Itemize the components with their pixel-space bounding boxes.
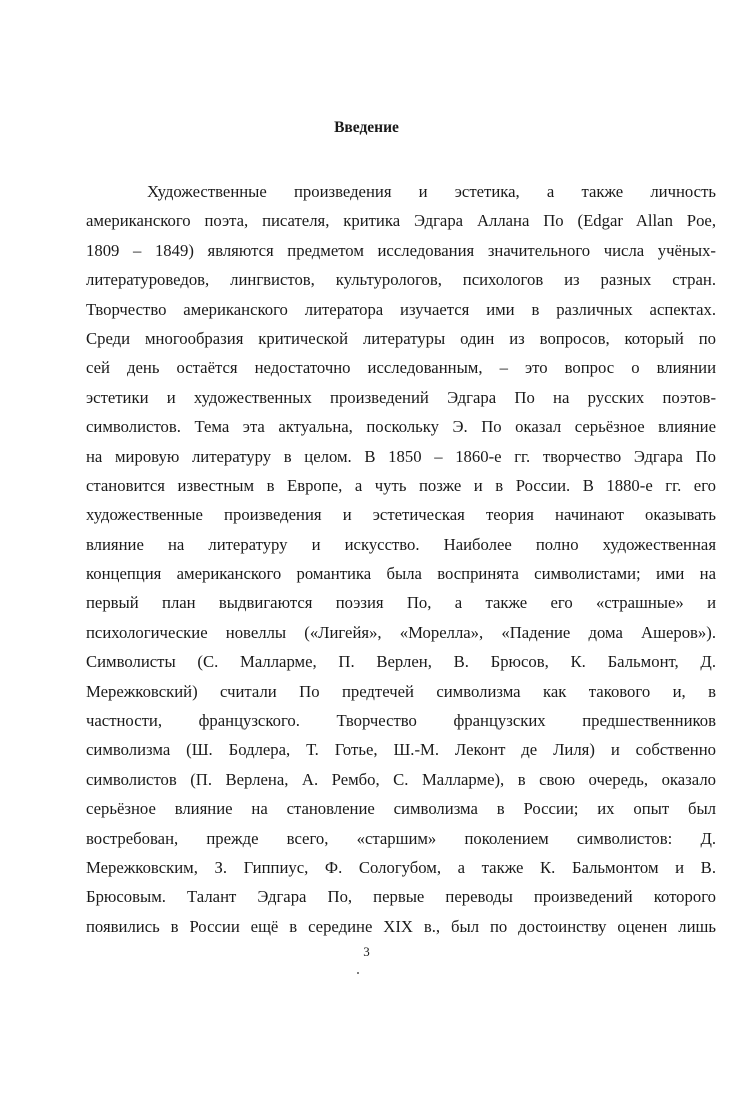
text-line: первый план выдвигаются поэзия По, а также его «страшные» и [86,593,716,613]
text-line: становится известным в Европе, а чуть позже и в России. В 1880-е гг. его [86,475,716,495]
text-line: Творчество американского литератора изучается ими в различных аспектах. [86,299,716,319]
text-line: Художественные произведения и эстетика, а также личность [147,182,716,201]
text-line: художественные произведения и эстетическая теория начинают оказывать [86,505,716,525]
text-line: 1809 – 1849) являются предметом исследования значительного числа учёных- [86,240,716,260]
text-line: Мережковским, З. Гиппиус, Ф. Сологубом, а также К. Бальмонтом и В. [86,857,716,877]
text-line: Мережковский) считали По предтечей символизма как такового и, в [86,681,716,701]
text-line: эстетики и художественных произведений Эдгара По на русских поэтов- [86,387,716,407]
text-line: литературоведов, лингвистов, культурологов, психологов из разных стран. [86,270,716,290]
text-line: востребован, прежде всего, «старшим» поколением символистов: Д. [86,828,716,848]
text-line: Среди многообразия критической литературы один из вопросов, который по [86,328,716,348]
text-line: Символисты (С. Малларме, П. Верлен, В. Брюсов, К. Бальмонт, Д. [86,652,716,672]
text-line: сей день остаётся недостаточно исследованным, – это вопрос о влиянии [86,358,716,378]
text-line: психологические новеллы («Лигейя», «Морелла», «Падение дома Ашеров»). [86,622,716,642]
text-line: на мировую литературу в целом. В 1850 – 1860-е гг. творчество Эдгара По [86,446,716,466]
text-line: Брюсовым. Талант Эдгара По, первые переводы произведений которого [86,887,716,907]
text-line: символистов (П. Верлена, А. Рембо, С. Малларме), в свою очередь, оказало [86,769,716,789]
section-heading: Введение [334,119,399,136]
page-number: 3 [363,944,370,959]
body-paragraph [86,177,716,941]
text-line: влияние на литературу и искусство. Наиболее полно художественная [86,534,716,554]
text-line: символистов. Тема эта актуальна, поскольку Э. По оказал серьёзное влияние [86,417,716,437]
text-line: частности, французского. Творчество французских предшественников [86,711,716,731]
text-line: символизма (Ш. Бодлера, Т. Готье, Ш.-М. Леконт де Лиля) и собственно [86,740,716,760]
text-line: американского поэта, писателя, критика Эдгара Аллана По (Edgar Allan Poe, [86,211,716,231]
text-line: концепция американского романтика была воспринята символистами; ими на [86,564,716,584]
text-line: появились в России ещё в середине XIX в., был по достоинству оценен лишь [86,916,716,936]
scan-speck [357,972,359,974]
paragraph-lines [86,177,716,941]
text-line: серьёзное влияние на становление символизма в России; их опыт был [86,799,716,819]
